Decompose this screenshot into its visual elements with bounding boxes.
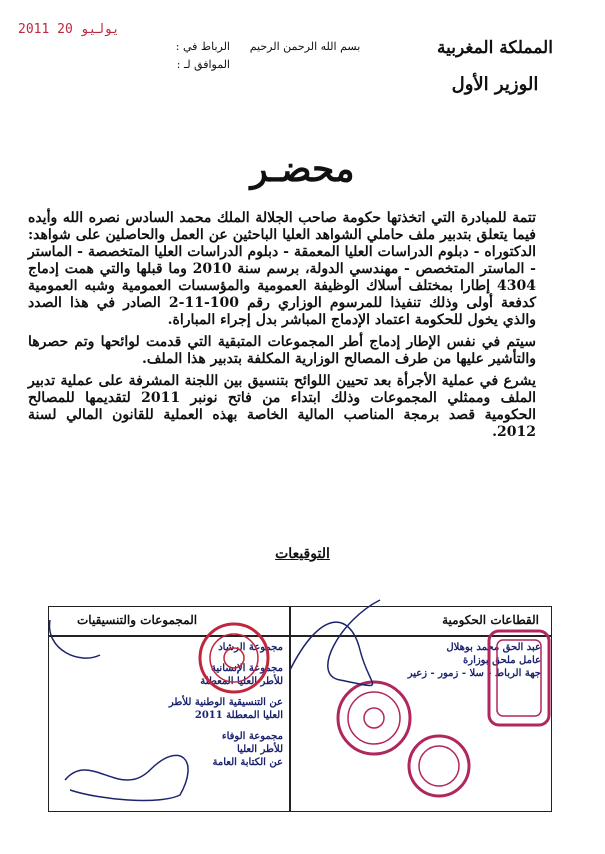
signatory-line: عبد الحق محمد بوهلال (446, 642, 541, 653)
place-date-block (120, 38, 230, 74)
group-subtitle: للأطر العليا المعطلة (200, 676, 283, 687)
date-label: الموافق لـ : (176, 58, 230, 71)
basmala: بسم الله الرحمن الرحيم (249, 40, 361, 53)
signatures-heading: التوقيعات (275, 546, 330, 562)
group-name: مجموعة الإنسانية (211, 663, 283, 674)
office-name: الوزير الأول (451, 74, 539, 95)
document-body (28, 210, 536, 446)
kingdom-name: المملكة المغربية (437, 38, 553, 58)
group-subtitle: العليا المعطلة 2011 (194, 710, 283, 721)
paragraph: يشرع في عملية الأجرأة بعد تحيين اللوائح بتنسيق بين اللجنة المشرفة على عملية تدبير الملف وممثلي المجموعات وذلك ابتداء من فاتح نونبر 2011 لتقديمها للمصالح الحكومية قصد برمجة المناصب المالية الخاصة بهذه العملية للقانون المالي لسنة 2012. (28, 373, 536, 440)
document-title: محضـر (250, 148, 355, 190)
signature-scribble (40, 610, 110, 670)
signatory-line: عامل ملحق بوزارة (463, 655, 541, 666)
column-header-government: القطاعات الحكومية (442, 613, 539, 627)
official-seal-red (196, 620, 272, 696)
paragraph: سيتم في نفس الإطار إدماج أطر المجموعات المتبقية التي قدمت لوائحها وتم حصرها والتأشير عليها من طرف المصالح الوزارية المكلفة بتدبير هذا الملف. (28, 334, 536, 367)
group-subtitle: للأطر العليا (237, 744, 283, 755)
group-name: عن التنسيقية الوطنية للأطر (168, 697, 283, 708)
signature-scribble (280, 590, 400, 700)
column-header-groups: المجموعات والتنسيقيات (77, 613, 198, 627)
group-subtitle: عن الكتابة العامة (212, 757, 283, 768)
paragraph: تتمة للمبادرة التي اتخذتها حكومة صاحب الجلالة الملك محمد السادس نصره الله وأيده فيما يتعلق بتدبير ملف حاملي الشواهد العليا الباحثين عن العمل والحاصلين على شواهد: الدكتوراه - دبلوم الدراسات العليا المعمقة - دبلوم الدراسات العليا المتخصصة - الماستر - الماستر المتخصص - مهندسي الدولة، برسم سنة 2010 وما قبلها والتي همت إدماج 4304 إطارا بمختلف أسلاك الوظيفة العمومية والمؤسسات العمومية وشبه العمومية كدفعة أولى وذلك تنفيذا للمرسوم الوزاري رقم 100-11-2 الصادر في هذا الصدد والذي يخول للحكومة اعتماد الإدماج المباشر بدل إجراء المباراة. (28, 210, 536, 328)
letterhead (415, 38, 575, 95)
signatory-line: جهة الرباط - سلا - زمور - زعير (407, 668, 541, 679)
group-entry: مجموعة الرشاد (218, 642, 283, 653)
group-entry (55, 696, 283, 722)
place-label: الرباط في : (175, 40, 230, 53)
group-name: مجموعة الوفاء (221, 731, 283, 742)
received-date-stamp: 2011 يوليو 20 (18, 22, 120, 37)
official-seal-magenta-small (405, 732, 473, 800)
signature-scribble (60, 740, 210, 810)
ministry-seal (486, 628, 552, 728)
